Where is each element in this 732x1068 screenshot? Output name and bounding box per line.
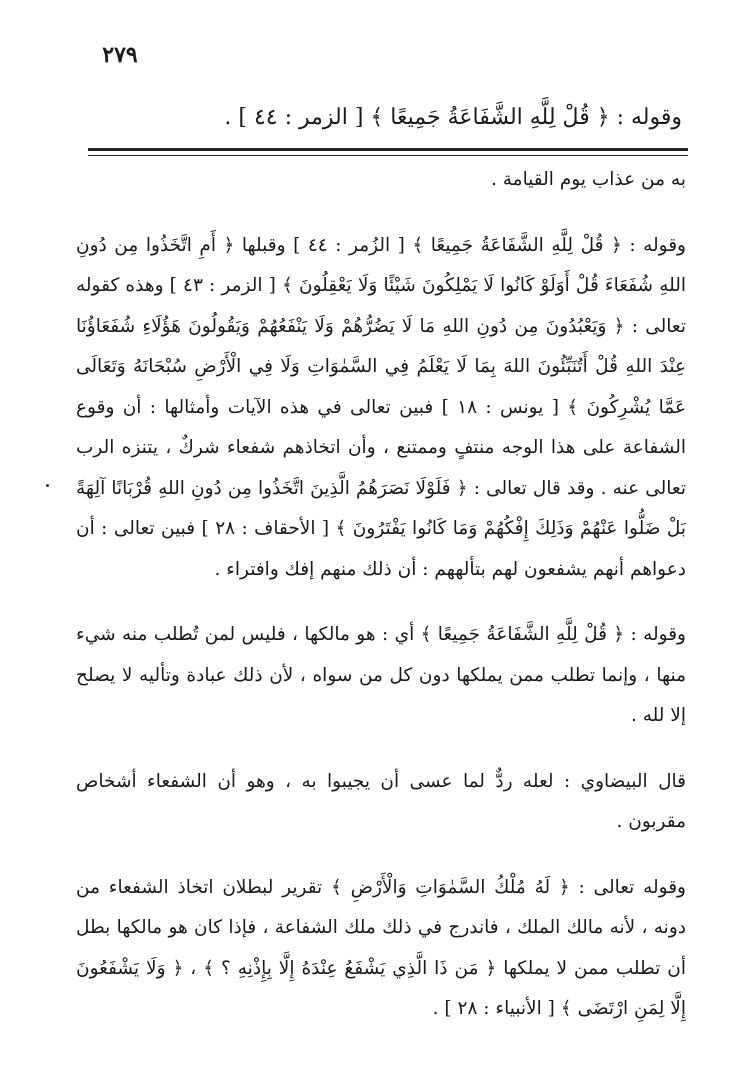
page-number: ٢٧٩ (102, 42, 138, 68)
paragraph: به من عذاب يوم القيامة . (491, 169, 686, 190)
body-text (76, 160, 686, 1055)
paragraph: وقوله : ﴿ قُلْ لِلَّهِ الشَّفَاعَةُ جَمِيعًا ﴾ أي : هو مالكها ، فليس لمن تُطلب منه شيء منها ، وإنما تطلب ممن يملكها دون كل من سواه ، لأن ذلك عبادة وتأليه لا يصلح إلا لله . (76, 624, 686, 726)
page-header-quote: وقوله : ﴿ قُلْ لِلَّهِ الشَّفَاعَةُ جَمِيعًا ﴾ [ الزمر : ٤٤ ] . (224, 105, 682, 130)
paragraph: قال البيضاوي : لعله ردٌّ لما عسى أن يجيبوا به ، وهو أن الشفعاء أشخاص مقربون . (76, 770, 686, 832)
header-rule-thin (88, 155, 688, 156)
stray-ink-dot (46, 484, 49, 487)
header-rule-thick (88, 148, 688, 151)
paragraph: وقوله تعالى : ﴿ لَهُ مُلْكُ السَّمٰوَاتِ وَالْأَرْضِ ﴾ تقرير لبطلان اتخاذ الشفعاء من دونه ، لأنه مالك الملك ، فاندرج في ذلك ملك الشفاعة ، فإذا كان هو مالكها بطل أن تطلب ممن لا يملكها ﴿ مَن ذَا الَّذِي يَشْفَعُ عِنْدَهُ إِلَّا بِإِذْنِهِ ؟ ﴾ ، ﴿ وَلَا يَشْفَعُونَ إِلَّا لِمَنِ ارْتَضَى ﴾ [ الأنبياء : ٢٨ ] . (76, 876, 686, 1019)
paragraph: وقوله : ﴿ قُلْ لِلَّهِ الشَّفَاعَةُ جَمِيعًا ﴾ [ الزُمر : ٤٤ ] وقبلها ﴿ أَمِ اتَّخَذُوا مِن دُونِ اللهِ شُفَعَاءَ قُلْ أَوَلَوْ كَانُوا لَا يَمْلِكُونَ شَيْئًا وَلَا يَعْقِلُونَ ﴾ [ الزمر : ٤٣ ] وهذه كقوله تعالى : ﴿ وَيَعْبُدُونَ مِن دُونِ اللهِ مَا لَا يَضُرُّهُمْ وَلَا يَنْفَعُهُمْ وَيَقُولُونَ هَؤُلَاءِ شُفَعَاؤُنَا عِنْدَ اللهِ قُلْ أَتُنَبِّئُونَ اللهَ بِمَا لَا يَعْلَمُ فِي السَّمٰوَاتِ وَلَا فِي الْأَرْضِ سُبْحَانَهُ وَتَعَالَى عَمَّا يُشْرِكُونَ ﴾ [ يونس : ١٨ ] فبين تعالى في هذه الآيات وأمثالها : أن وقوع الشفاعة على هذا الوجه منتفٍ وممتنع ، وأن اتخاذهم شفعاء شركٌ ، يتنزه الرب تعالى عنه . وقد قال تعالى : ﴿ فَلَوْلَا نَصَرَهُمُ الَّذِينَ اتَّخَذُوا مِن دُونِ اللهِ قُرْبَانًا آلِهَةً بَلْ ضَلُّوا عَنْهُمْ وَذَلِكَ إِفْكُهُمْ وَمَا كَانُوا يَفْتَرُونَ ﴾ [ الأحقاف : ٢٨ ] فبين تعالى : أن دعواهم أنهم يشفعون لهم بتألههم : أن ذلك منهم إفك وافتراء . (76, 234, 687, 580)
